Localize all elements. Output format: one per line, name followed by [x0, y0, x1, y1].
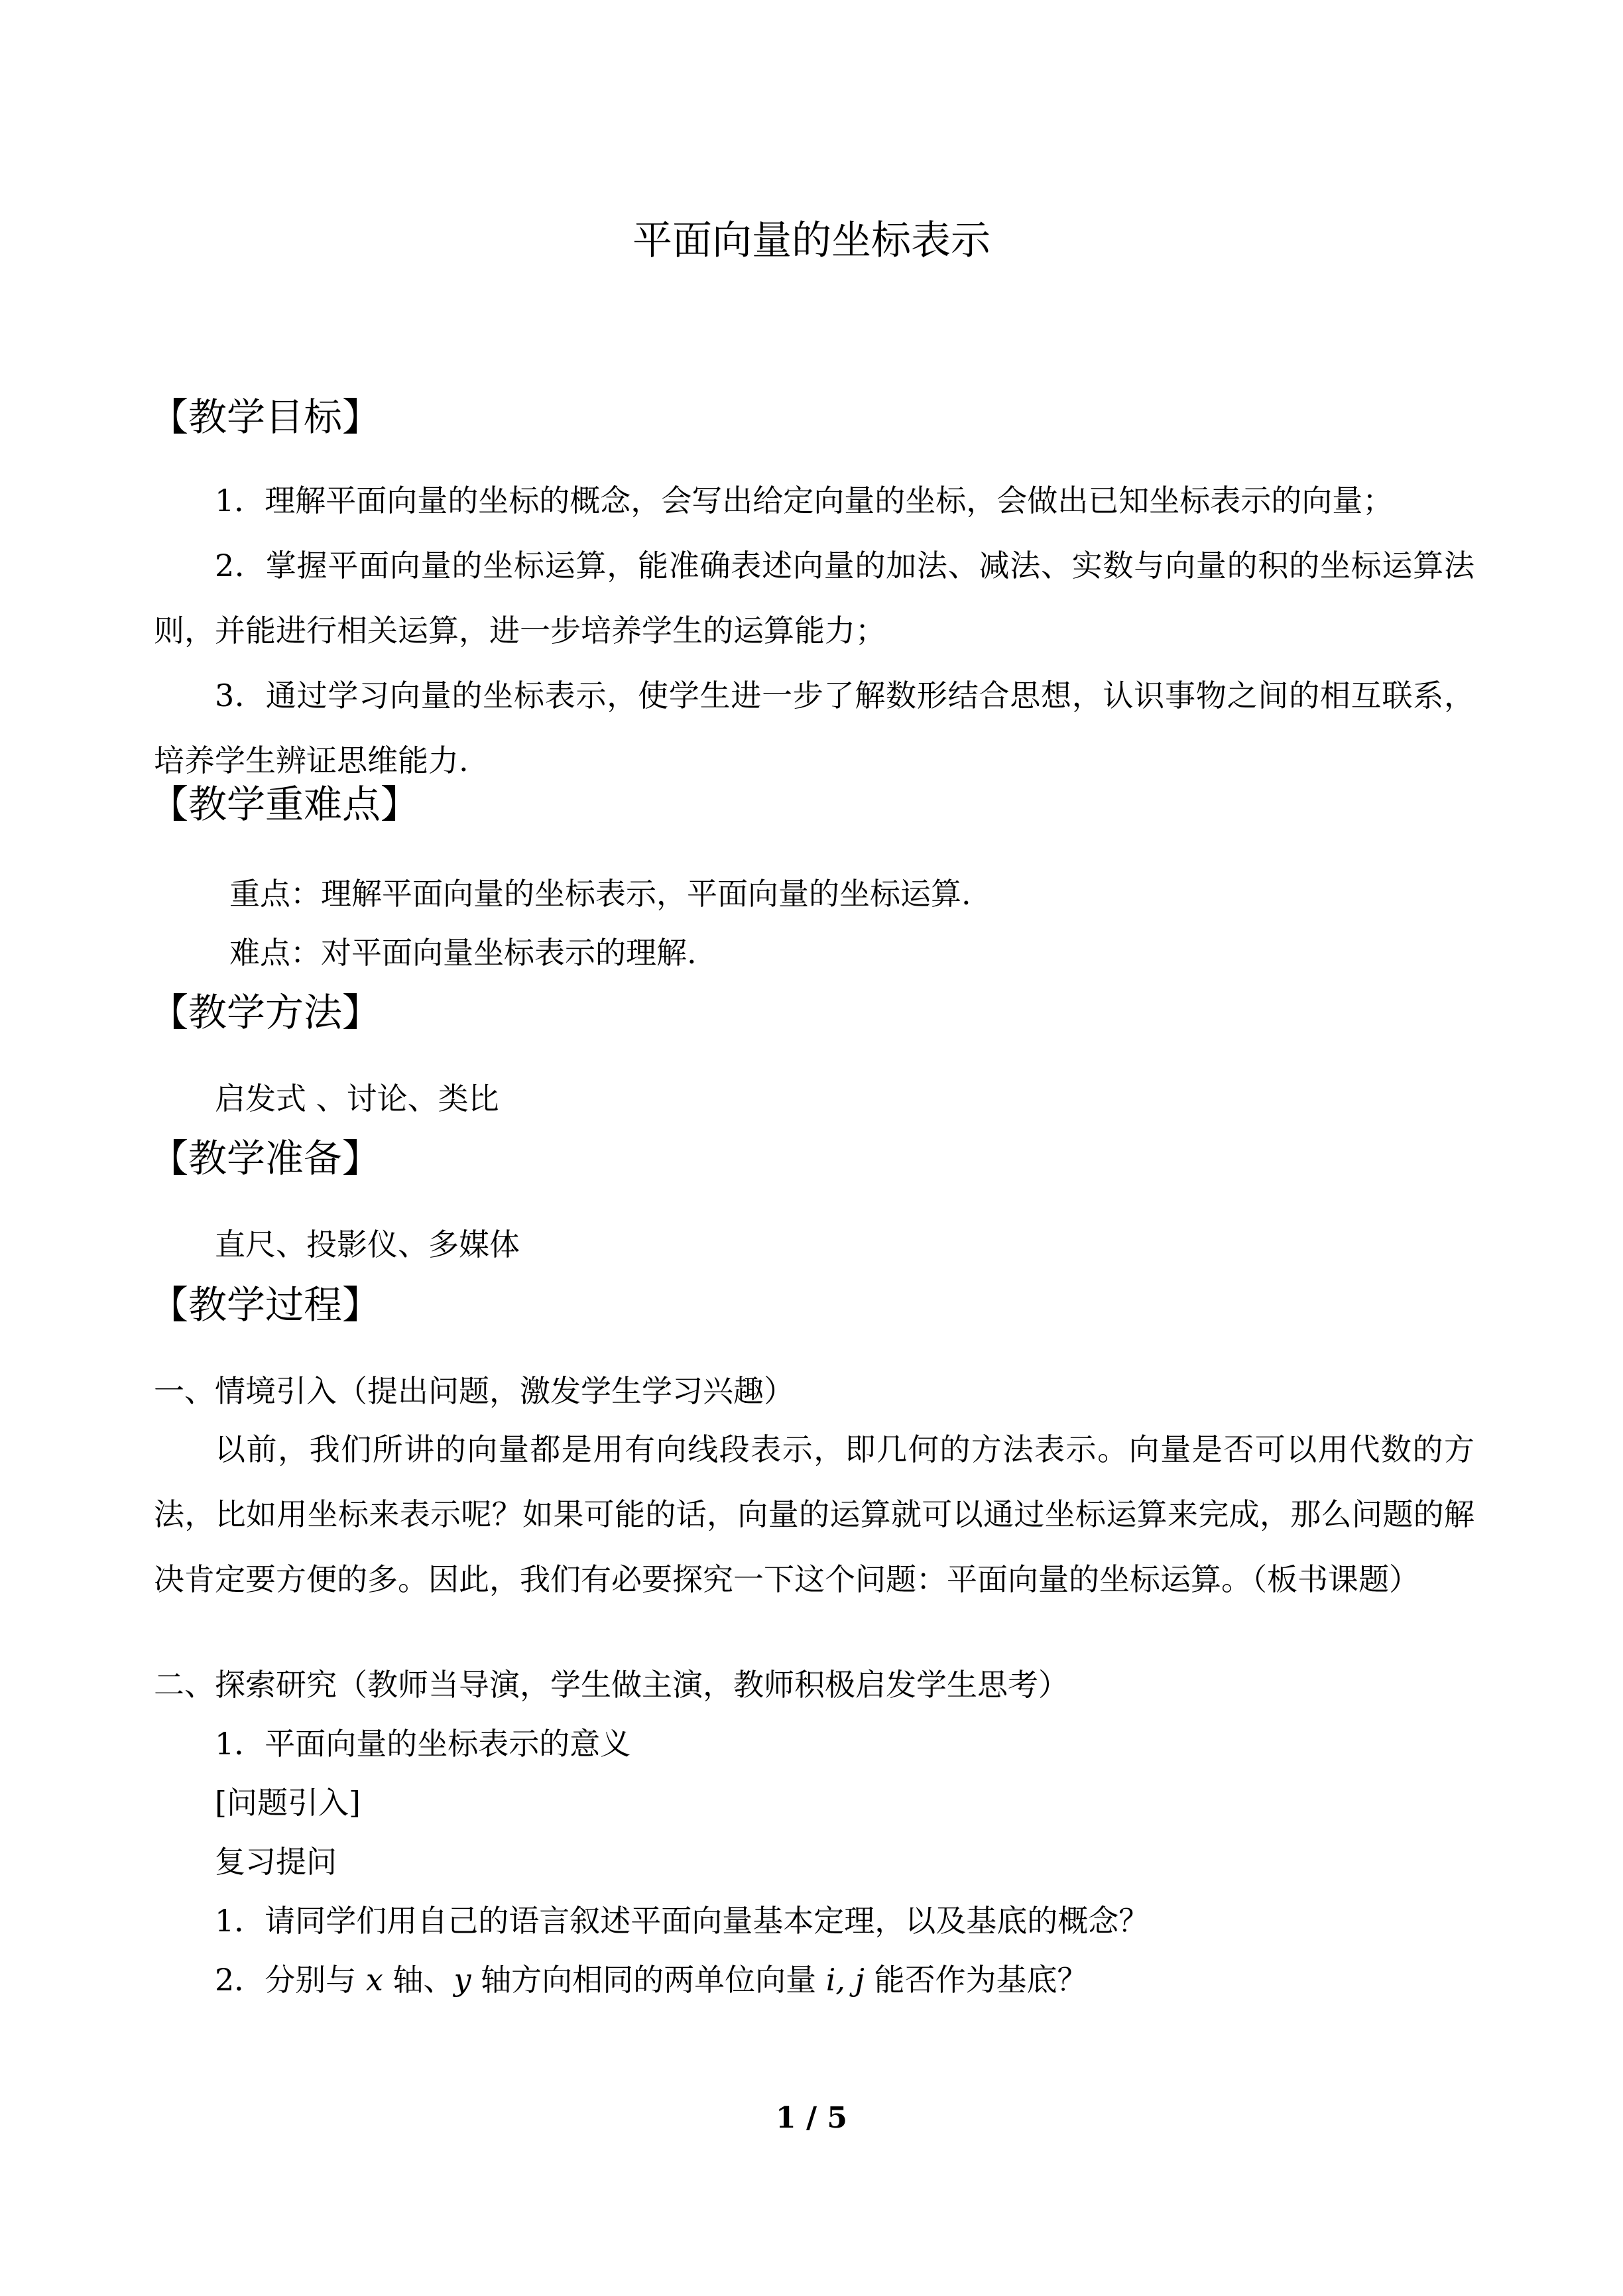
q2-text-a: 2．分别与 [215, 1962, 366, 1998]
page-title: 平面向量的坐标表示 [632, 217, 991, 264]
process-part1-title: 一、情境引入（提出问题，激发学生学习兴趣） [154, 1373, 794, 1409]
process-part1-text: 以前，我们所讲的向量都是用有向线段表示，即几何的方法表示。向量是否可以用代数的方法，比如用坐标来表示呢？如果可能的话，向量的运算就可以通过坐标运算来完成，那么问题的解决肯定要方便的多。因此，我们有必要探究一下这个问题：平面向量的坐标运算。（板书课题） [154, 1431, 1474, 1597]
review-question-2 [215, 1959, 1088, 2001]
objective-item-3: 3．通过学习向量的坐标表示，使学生进一步了解数形结合思想，认识事物之间的相互联系，培养学生辨证思维能力. [154, 678, 1474, 778]
subsection-1-title: 1．平面向量的坐标表示的意义 [215, 1726, 631, 1762]
heading-key-points: 【教学重难点】 [150, 782, 420, 827]
question-intro-label: [问题引入] [215, 1785, 361, 1821]
y-axis-symbol: y [453, 1962, 471, 1998]
page-number: 1 / 5 [776, 2101, 847, 2135]
heading-process: 【教学过程】 [150, 1282, 381, 1327]
unit-vectors-symbol: i, j [825, 1962, 865, 1998]
heading-methods: 【教学方法】 [150, 990, 381, 1035]
q2-text-c: 轴方向相同的两单位向量 [471, 1962, 826, 1998]
objective-item-2: 2．掌握平面向量的坐标运算，能准确表述向量的加法、减法、实数与向量的积的坐标运算法则，并能进行相关运算，进一步培养学生的运算能力； [154, 548, 1474, 648]
heading-objectives: 【教学目标】 [150, 394, 381, 440]
process-part2-title: 二、探索研究（教师当导演，学生做主演，教师积极启发学生思考） [154, 1667, 1069, 1703]
methods-text: 启发式 、讨论、类比 [215, 1081, 499, 1117]
key-point-text: 重点：理解平面向量的坐标表示，平面向量的坐标运算. [229, 876, 971, 912]
review-question-1: 1．请同学们用自己的语言叙述平面向量基本定理，以及基底的概念？ [215, 1903, 1150, 1939]
heading-preparation: 【教学准备】 [150, 1136, 381, 1181]
q2-text-d: 能否作为基底？ [864, 1962, 1088, 1998]
review-label: 复习提问 [215, 1844, 337, 1880]
x-axis-symbol: x [365, 1962, 383, 1998]
q2-text-b: 轴、 [383, 1962, 454, 1998]
preparation-text: 直尺、投影仪、多媒体 [215, 1227, 520, 1262]
difficulty-text: 难点：对平面向量坐标表示的理解. [229, 935, 697, 971]
objective-item-1: 1．理解平面向量的坐标的概念，会写出给定向量的坐标，会做出已知坐标表示的向量； [215, 483, 1394, 518]
